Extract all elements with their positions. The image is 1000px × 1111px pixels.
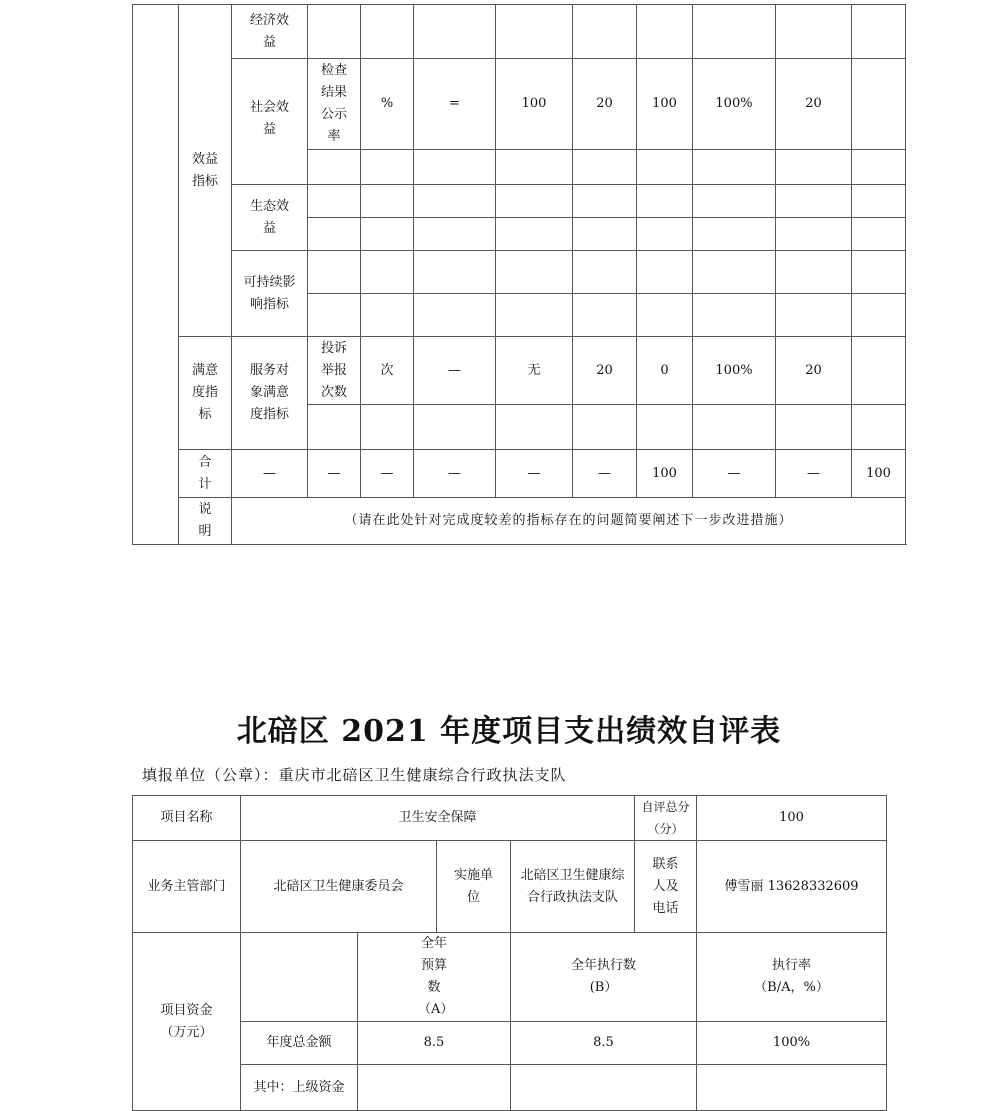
complaints-actual: 0 (637, 337, 693, 405)
table-cell (361, 150, 414, 185)
table-cell (852, 294, 906, 337)
complaints-indicator-name: 投诉举报次数 (308, 337, 361, 405)
table-cell (496, 185, 573, 218)
table-cell (573, 405, 637, 450)
project-name-label: 项目名称 (133, 796, 241, 841)
benefit-indicator-label: 效益指标 (179, 5, 232, 337)
total-score-value: 100 (697, 796, 887, 841)
table-cell (852, 218, 906, 251)
table-cell (496, 218, 573, 251)
table-cell (361, 294, 414, 337)
table-cell (852, 337, 906, 405)
table-cell (573, 294, 637, 337)
table-cell (637, 405, 693, 450)
table-cell (852, 150, 906, 185)
total-dash: — (776, 450, 852, 498)
complaints-weight: 20 (573, 337, 637, 405)
contact-label: 联系人及电话 (635, 841, 697, 933)
contact-value: 傅雪丽 13628332609 (697, 841, 887, 933)
table-cell (573, 185, 637, 218)
performance-indicator-table (132, 4, 906, 545)
table-cell (776, 405, 852, 450)
table-cell (308, 405, 361, 450)
table-cell (414, 5, 496, 59)
table-cell (308, 5, 361, 59)
table-cell (414, 185, 496, 218)
complaints-rate: 100% (693, 337, 776, 405)
total-dash: — (693, 450, 776, 498)
table-cell (693, 251, 776, 294)
budget-label: 全年预算数（A） (358, 933, 511, 1022)
table-cell (414, 251, 496, 294)
table-cell (511, 1065, 697, 1111)
table-cell (496, 294, 573, 337)
table-cell (776, 251, 852, 294)
table-cell (361, 185, 414, 218)
table-cell (697, 1065, 887, 1111)
table-cell (361, 5, 414, 59)
impl-label: 实施单位 (437, 841, 511, 933)
economic-benefit-label: 经济效益 (232, 5, 308, 59)
table-cell (776, 294, 852, 337)
inspection-indicator-name: 检查结果公示率 (308, 59, 361, 150)
table-cell (852, 59, 906, 150)
inspection-rate: 100% (693, 59, 776, 150)
table-cell (414, 294, 496, 337)
annual-total-label: 年度总金额 (241, 1022, 358, 1065)
table-cell (637, 218, 693, 251)
project-info-table (132, 795, 887, 1111)
inspection-unit: % (361, 59, 414, 150)
table-cell (414, 150, 496, 185)
table-cell (693, 405, 776, 450)
table-cell (693, 185, 776, 218)
social-benefit-label: 社会效益 (232, 59, 308, 185)
inspection-actual: 100 (637, 59, 693, 150)
satisfaction-indicator-label: 满意度指标 (179, 337, 232, 450)
table-cell (776, 5, 852, 59)
table-cell (414, 405, 496, 450)
table-cell (361, 218, 414, 251)
dept-value: 北碚区卫生健康委员会 (241, 841, 437, 933)
impl-value: 北碚区卫生健康综合行政执法支队 (511, 841, 635, 933)
table-cell (693, 294, 776, 337)
inspection-weight: 20 (573, 59, 637, 150)
annual-exec: 8.5 (511, 1022, 697, 1065)
total-dash: — (308, 450, 361, 498)
annual-rate: 100% (697, 1022, 887, 1065)
table-cell (361, 251, 414, 294)
total-label: 合计 (179, 450, 232, 498)
total-score-label: 自评总分（分） (635, 796, 697, 841)
note-text: （请在此处针对完成度较差的指标存在的问题简要阐述下一步改进措施） (232, 498, 906, 545)
table-cell (693, 218, 776, 251)
table-cell (308, 294, 361, 337)
annual-budget: 8.5 (358, 1022, 511, 1065)
table-cell (414, 218, 496, 251)
total-dash: — (414, 450, 496, 498)
total-dash: — (361, 450, 414, 498)
table-cell (358, 1065, 511, 1111)
table-cell (573, 150, 637, 185)
table-cell (852, 5, 906, 59)
table-cell (637, 185, 693, 218)
table-cell (496, 251, 573, 294)
page-title: 北碚区 2021 年度项目支出绩效自评表 (236, 714, 782, 749)
table-cell (776, 185, 852, 218)
table-cell (361, 405, 414, 450)
ecological-benefit-label: 生态效益 (232, 185, 308, 251)
table-cell (637, 294, 693, 337)
table-cell (308, 218, 361, 251)
total-weight: 100 (637, 450, 693, 498)
outer-indicator-cell (133, 5, 179, 545)
inspection-target: 100 (496, 59, 573, 150)
rate-label: 执行率（B/A，%） (697, 933, 887, 1022)
note-label: 说明 (179, 498, 232, 545)
upper-funds-label: 其中：上级资金 (241, 1065, 358, 1111)
total-dash: — (496, 450, 573, 498)
table-cell (637, 5, 693, 59)
exec-label: 全年执行数(B） (511, 933, 697, 1022)
table-cell (573, 251, 637, 294)
table-cell (852, 405, 906, 450)
filing-unit: 填报单位（公章）：重庆市北碚区卫生健康综合行政执法支队 (142, 766, 567, 784)
complaints-score: 20 (776, 337, 852, 405)
table-cell (852, 251, 906, 294)
inspection-operator: = (414, 59, 496, 150)
table-cell (776, 218, 852, 251)
table-cell (637, 150, 693, 185)
project-name: 卫生安全保障 (241, 796, 635, 841)
table-cell (693, 150, 776, 185)
dept-label: 业务主管部门 (133, 841, 241, 933)
complaints-operator: — (414, 337, 496, 405)
table-cell (573, 218, 637, 251)
table-cell (637, 251, 693, 294)
sustainable-impact-label: 可持续影响指标 (232, 251, 308, 337)
table-cell (573, 5, 637, 59)
funds-label: 项目资金（万元） (133, 933, 241, 1111)
table-cell (693, 5, 776, 59)
complaints-target: 无 (496, 337, 573, 405)
table-cell (776, 150, 852, 185)
service-satisfaction-label: 服务对象满意度指标 (232, 337, 308, 450)
table-cell (308, 185, 361, 218)
complaints-unit: 次 (361, 337, 414, 405)
total-dash: — (573, 450, 637, 498)
total-dash: — (232, 450, 308, 498)
table-cell (852, 185, 906, 218)
table-cell (308, 150, 361, 185)
table-cell (496, 150, 573, 185)
inspection-score: 20 (776, 59, 852, 150)
table-cell (496, 405, 573, 450)
table-cell (308, 251, 361, 294)
total-score: 100 (852, 450, 906, 498)
table-cell (241, 933, 358, 1022)
table-cell (496, 5, 573, 59)
